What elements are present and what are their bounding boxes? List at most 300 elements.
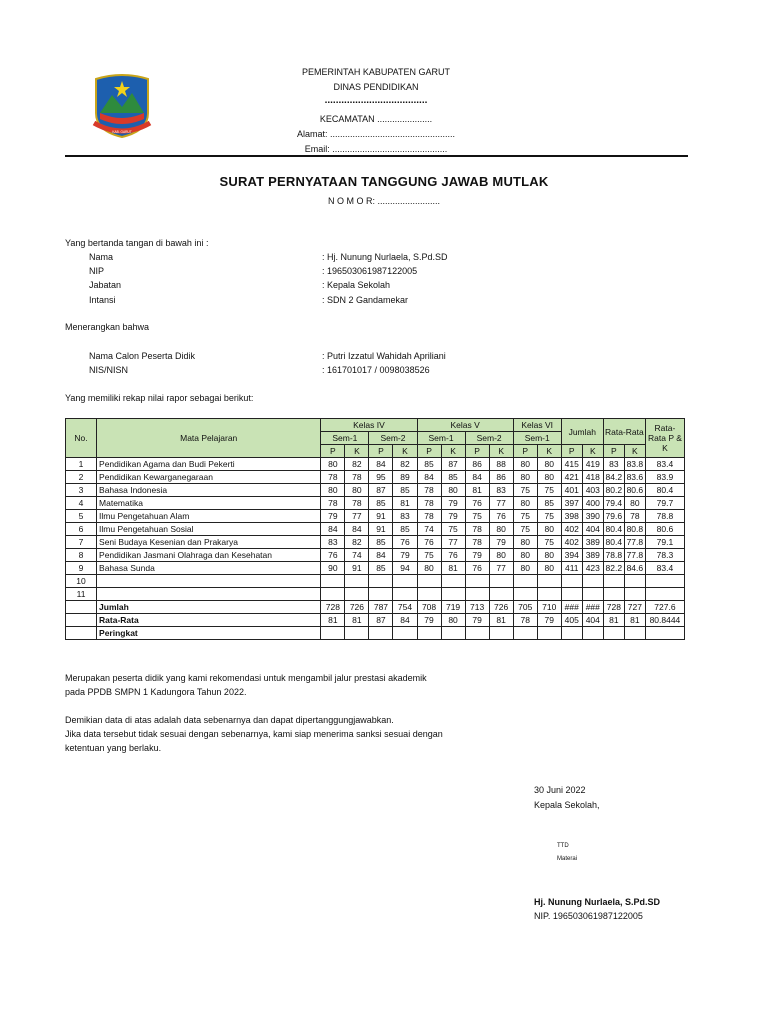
row-value-cell: 82.2 <box>603 562 624 575</box>
row-value-cell: 82 <box>345 458 369 471</box>
summary-value-cell: 81 <box>345 614 369 627</box>
recap-intro: Yang memiliki rekap nilai rapor sebagai berikut: <box>65 393 254 403</box>
row-value-cell: 77.8 <box>624 549 645 562</box>
row-value-cell: 80 <box>489 549 513 562</box>
row-value-cell: 389 <box>582 549 603 562</box>
row-value-cell: 401 <box>561 484 582 497</box>
row-value-cell: 80 <box>321 458 345 471</box>
table-row <box>66 497 685 510</box>
row-value-cell: 75 <box>441 523 465 536</box>
row-value-cell: 80.6 <box>624 484 645 497</box>
row-value-cell <box>345 588 369 601</box>
field-label-nip: NIP <box>89 266 105 276</box>
row-value-cell: 89 <box>393 471 417 484</box>
summary-value-cell: 708 <box>417 601 441 614</box>
summary-value-cell: 710 <box>537 601 561 614</box>
summary-value-cell <box>489 627 513 640</box>
row-value-cell: 80.8 <box>624 523 645 536</box>
header-p: P <box>513 445 537 458</box>
summary-value-cell <box>582 627 603 640</box>
row-value-cell: 80.4 <box>603 523 624 536</box>
row-value-cell: 79 <box>441 497 465 510</box>
header-rata-rata: Rata-Rata <box>603 419 645 445</box>
header-sem-2: Sem-2 <box>465 432 513 445</box>
row-value-cell: 85 <box>369 536 393 549</box>
field-value-nama: : Hj. Nunung Nurlaela, S.Pd.SD <box>322 252 448 262</box>
intro-text: Yang bertanda tangan di bawah ini : <box>65 238 209 248</box>
row-value-cell: 85 <box>393 484 417 497</box>
summary-value-cell: 727.6 <box>645 601 684 614</box>
row-value-cell: 80.4 <box>603 536 624 549</box>
row-value-cell: 78 <box>465 523 489 536</box>
row-value-cell: 80 <box>321 484 345 497</box>
closing-paragraph-2a: Demikian data di atas adalah data sebenarnya dan dapat dipertanggungjawabkan. <box>65 715 394 725</box>
row-value-cell: 79 <box>465 549 489 562</box>
row-number: 2 <box>66 471 97 484</box>
field-value-student-name: : Putri Izzatul Wahidah Apriliani <box>322 351 446 361</box>
row-number: 7 <box>66 536 97 549</box>
header-kelas-v: Kelas V <box>417 419 513 432</box>
summary-value-cell: 727 <box>624 601 645 614</box>
row-value-cell: 80 <box>537 523 561 536</box>
grades-table <box>65 418 685 640</box>
row-value-cell <box>489 575 513 588</box>
summary-value-cell <box>321 627 345 640</box>
row-value-cell: 78.8 <box>603 549 624 562</box>
header-government: PEMERINTAH KABUPATEN GARUT <box>301 67 451 77</box>
row-value-cell: 88 <box>489 458 513 471</box>
summary-value-cell: 719 <box>441 601 465 614</box>
row-value-cell: 83.6 <box>624 471 645 484</box>
header-p: P <box>603 445 624 458</box>
row-value-cell: 74 <box>417 523 441 536</box>
summary-value-cell: 728 <box>321 601 345 614</box>
summary-value-cell: 84 <box>393 614 417 627</box>
row-number: 3 <box>66 484 97 497</box>
summary-value-cell: 787 <box>369 601 393 614</box>
summary-value-cell: 713 <box>465 601 489 614</box>
row-value-cell: 85 <box>441 471 465 484</box>
row-value-cell: 75 <box>513 484 537 497</box>
field-label-intansi: Intansi <box>89 295 116 305</box>
summary-value-cell: 81 <box>603 614 624 627</box>
row-value-cell <box>393 588 417 601</box>
closing-paragraph-1b: pada PPDB SMPN 1 Kadungora Tahun 2022. <box>65 687 247 697</box>
row-value-cell: 84 <box>321 523 345 536</box>
row-value-cell: 80 <box>345 484 369 497</box>
row-value-cell: 84 <box>369 549 393 562</box>
row-value-cell: 75 <box>465 510 489 523</box>
row-value-cell <box>561 575 582 588</box>
summary-value-cell <box>513 627 537 640</box>
header-k: K <box>624 445 645 458</box>
row-value-cell <box>537 588 561 601</box>
row-value-cell: 77 <box>441 536 465 549</box>
header-p: P <box>561 445 582 458</box>
header-k: K <box>393 445 417 458</box>
summary-value-cell <box>369 627 393 640</box>
row-subject: Pendidikan Kewarganegaraan <box>97 471 321 484</box>
table-row <box>66 484 685 497</box>
row-number: 5 <box>66 510 97 523</box>
summary-value-cell: 705 <box>513 601 537 614</box>
row-value-cell: 78 <box>417 510 441 523</box>
row-value-cell: 79 <box>321 510 345 523</box>
row-value-cell: 77.8 <box>624 536 645 549</box>
row-value-cell: 83.8 <box>624 458 645 471</box>
row-value-cell: 80 <box>513 497 537 510</box>
row-value-cell: 83 <box>321 536 345 549</box>
summary-value-cell: 81 <box>489 614 513 627</box>
summary-spacer <box>66 627 97 640</box>
row-value-cell: 87 <box>369 484 393 497</box>
summary-row-peringkat <box>66 627 685 640</box>
header-sem-1: Sem-1 <box>417 432 465 445</box>
summary-value-cell: ### <box>561 601 582 614</box>
row-value-cell <box>321 575 345 588</box>
row-value-cell: 90 <box>321 562 345 575</box>
closing-paragraph-1a: Merupakan peserta didik yang kami rekomendasi untuk mengambil jalur prestasi akademik <box>65 673 427 683</box>
summary-label: Rata-Rata <box>97 614 321 627</box>
row-value-cell: 79 <box>441 510 465 523</box>
row-value-cell <box>513 588 537 601</box>
row-value-cell: 76 <box>393 536 417 549</box>
row-value-cell: 80 <box>513 549 537 562</box>
header-p: P <box>321 445 345 458</box>
field-label-jabatan: Jabatan <box>89 280 122 290</box>
row-value-cell: 77 <box>489 562 513 575</box>
row-value-cell: 79.7 <box>645 497 684 510</box>
row-value-cell: 91 <box>369 523 393 536</box>
row-value-cell: 76 <box>321 549 345 562</box>
row-value-cell: 80 <box>441 484 465 497</box>
row-value-cell: 79 <box>489 536 513 549</box>
field-value-intansi: : SDN 2 Gandamekar <box>322 295 409 305</box>
row-value-cell: 79.1 <box>645 536 684 549</box>
row-number: 10 <box>66 575 97 588</box>
row-value-cell: 75 <box>417 549 441 562</box>
row-value-cell: 423 <box>582 562 603 575</box>
row-value-cell: 80 <box>417 562 441 575</box>
field-value-nis: : 161701017 / 0098038526 <box>322 365 430 375</box>
row-value-cell <box>513 575 537 588</box>
row-value-cell: 402 <box>561 536 582 549</box>
table-row <box>66 575 685 588</box>
row-value-cell: 75 <box>513 510 537 523</box>
row-value-cell: 84.2 <box>603 471 624 484</box>
row-value-cell: 83.9 <box>645 471 684 484</box>
summary-value-cell: ### <box>582 601 603 614</box>
row-subject <box>97 575 321 588</box>
row-value-cell <box>645 575 684 588</box>
row-value-cell: 84 <box>345 523 369 536</box>
row-value-cell: 91 <box>345 562 369 575</box>
summary-value-cell <box>465 627 489 640</box>
row-number: 11 <box>66 588 97 601</box>
field-value-jabatan: : Kepala Sekolah <box>322 280 391 290</box>
row-subject: Pendidikan Agama dan Budi Pekerti <box>97 458 321 471</box>
summary-value-cell <box>624 627 645 640</box>
row-value-cell: 95 <box>369 471 393 484</box>
table-row <box>66 523 685 536</box>
row-value-cell: 390 <box>582 510 603 523</box>
summary-value-cell <box>417 627 441 640</box>
row-value-cell: 85 <box>417 458 441 471</box>
logo-ribbon-text: KAB. GARUT <box>112 130 132 134</box>
summary-value-cell: 404 <box>582 614 603 627</box>
row-value-cell: 421 <box>561 471 582 484</box>
header-k: K <box>537 445 561 458</box>
row-value-cell: 76 <box>441 549 465 562</box>
row-value-cell: 86 <box>465 458 489 471</box>
row-value-cell: 84 <box>369 458 393 471</box>
row-value-cell <box>441 588 465 601</box>
row-value-cell: 78 <box>345 471 369 484</box>
row-subject: Pendidikan Jasmani Olahraga dan Kesehatan <box>97 549 321 562</box>
row-value-cell <box>561 588 582 601</box>
summary-spacer <box>66 601 97 614</box>
row-value-cell: 83.4 <box>645 562 684 575</box>
row-subject <box>97 588 321 601</box>
row-value-cell: 84.6 <box>624 562 645 575</box>
row-value-cell: 86 <box>489 471 513 484</box>
row-value-cell: 80.4 <box>645 484 684 497</box>
header-p: P <box>417 445 441 458</box>
summary-row-jumlah <box>66 601 685 614</box>
row-value-cell: 411 <box>561 562 582 575</box>
row-value-cell <box>603 575 624 588</box>
table-row <box>66 536 685 549</box>
row-value-cell <box>369 588 393 601</box>
row-value-cell: 397 <box>561 497 582 510</box>
row-value-cell <box>345 575 369 588</box>
header-subject: Mata Pelajaran <box>97 419 321 458</box>
row-value-cell: 402 <box>561 523 582 536</box>
header-sem-1: Sem-1 <box>513 432 561 445</box>
row-value-cell: 80 <box>489 523 513 536</box>
field-label-nis: NIS/NISN <box>89 365 129 375</box>
row-value-cell <box>417 575 441 588</box>
row-value-cell: 78 <box>417 484 441 497</box>
row-value-cell: 76 <box>465 562 489 575</box>
summary-value-cell: 79 <box>417 614 441 627</box>
row-number: 9 <box>66 562 97 575</box>
row-value-cell: 80.2 <box>603 484 624 497</box>
row-value-cell: 398 <box>561 510 582 523</box>
summary-value-cell <box>345 627 369 640</box>
row-value-cell: 83 <box>489 484 513 497</box>
table-row <box>66 510 685 523</box>
row-value-cell: 84 <box>417 471 441 484</box>
signature-ttd: TTD <box>557 843 569 849</box>
summary-value-cell: 728 <box>603 601 624 614</box>
header-kelas-iv: Kelas IV <box>321 419 417 432</box>
row-value-cell: 76 <box>417 536 441 549</box>
summary-value-cell <box>393 627 417 640</box>
row-value-cell: 80 <box>537 549 561 562</box>
row-value-cell: 82 <box>393 458 417 471</box>
header-kelas-vi: Kelas VI <box>513 419 561 432</box>
header-agency: DINAS PENDIDIKAN <box>333 82 419 92</box>
row-value-cell: 80 <box>513 536 537 549</box>
header-kecamatan: KECAMATAN ...................... <box>319 114 433 124</box>
row-value-cell: 75 <box>537 536 561 549</box>
header-jumlah: Jumlah <box>561 419 603 445</box>
row-value-cell: 404 <box>582 523 603 536</box>
row-value-cell: 79 <box>393 549 417 562</box>
header-alamat: Alamat: .................................................. <box>296 129 456 139</box>
row-value-cell <box>489 588 513 601</box>
row-value-cell: 80 <box>513 458 537 471</box>
header-sem-1: Sem-1 <box>321 432 369 445</box>
summary-value-cell: 81 <box>624 614 645 627</box>
row-value-cell: 91 <box>369 510 393 523</box>
closing-paragraph-2b: Jika data tersebut tidak sesuai dengan sebenarnya, kami siap menerima sanksi sesuai dengan <box>65 729 443 739</box>
district-emblem-logo <box>92 73 152 139</box>
summary-value-cell: 726 <box>345 601 369 614</box>
summary-value-cell: 80.8444 <box>645 614 684 627</box>
closing-paragraph-2c: ketentuan yang berlaku. <box>65 743 162 753</box>
header-no: No. <box>66 419 97 458</box>
row-value-cell: 85 <box>369 562 393 575</box>
row-value-cell: 85 <box>393 523 417 536</box>
row-number: 4 <box>66 497 97 510</box>
row-value-cell: 78 <box>624 510 645 523</box>
summary-value-cell: 405 <box>561 614 582 627</box>
signature-materai: Materai <box>557 856 578 862</box>
header-k: K <box>489 445 513 458</box>
summary-value-cell <box>561 627 582 640</box>
row-value-cell <box>582 575 603 588</box>
row-value-cell: 87 <box>441 458 465 471</box>
row-value-cell: 76 <box>465 497 489 510</box>
row-value-cell: 83.4 <box>645 458 684 471</box>
explains-text: Menerangkan bahwa <box>65 322 150 332</box>
field-label-nama: Nama <box>89 252 114 262</box>
row-value-cell: 75 <box>537 510 561 523</box>
row-number: 6 <box>66 523 97 536</box>
row-value-cell: 79.6 <box>603 510 624 523</box>
header-rata-pk: Rata-Rata P & K <box>645 419 684 458</box>
row-value-cell <box>537 575 561 588</box>
row-value-cell: 75 <box>537 484 561 497</box>
row-value-cell: 85 <box>369 497 393 510</box>
row-value-cell: 75 <box>513 523 537 536</box>
row-value-cell: 79.4 <box>603 497 624 510</box>
row-value-cell: 81 <box>393 497 417 510</box>
row-value-cell: 419 <box>582 458 603 471</box>
row-value-cell: 78 <box>417 497 441 510</box>
row-number: 1 <box>66 458 97 471</box>
summary-value-cell: 87 <box>369 614 393 627</box>
summary-value-cell: 81 <box>321 614 345 627</box>
row-value-cell: 77 <box>489 497 513 510</box>
row-value-cell <box>582 588 603 601</box>
row-value-cell: 80 <box>513 562 537 575</box>
row-subject: Ilmu Pengetahuan Sosial <box>97 523 321 536</box>
row-value-cell: 78 <box>321 471 345 484</box>
row-value-cell: 74 <box>345 549 369 562</box>
row-value-cell: 80 <box>513 471 537 484</box>
header-school-placeholder: ..................................... <box>324 95 428 106</box>
row-value-cell: 84 <box>465 471 489 484</box>
header-k: K <box>345 445 369 458</box>
header-sem-2: Sem-2 <box>369 432 417 445</box>
row-value-cell <box>417 588 441 601</box>
row-value-cell <box>321 588 345 601</box>
row-value-cell: 81 <box>441 562 465 575</box>
header-divider <box>65 155 688 157</box>
row-value-cell <box>465 575 489 588</box>
row-value-cell: 94 <box>393 562 417 575</box>
row-subject: Ilmu Pengetahuan Alam <box>97 510 321 523</box>
row-subject: Matematika <box>97 497 321 510</box>
summary-value-cell: 79 <box>465 614 489 627</box>
header-k: K <box>441 445 465 458</box>
row-value-cell <box>465 588 489 601</box>
row-value-cell: 80 <box>537 458 561 471</box>
row-value-cell: 85 <box>537 497 561 510</box>
row-value-cell <box>441 575 465 588</box>
row-value-cell: 76 <box>489 510 513 523</box>
summary-value-cell <box>603 627 624 640</box>
field-label-student-name: Nama Calon Peserta Didik <box>89 351 196 361</box>
row-value-cell <box>603 588 624 601</box>
row-value-cell <box>369 575 393 588</box>
row-value-cell: 78.3 <box>645 549 684 562</box>
row-value-cell: 78.8 <box>645 510 684 523</box>
row-value-cell <box>645 588 684 601</box>
table-row <box>66 458 685 471</box>
row-value-cell: 394 <box>561 549 582 562</box>
row-value-cell: 400 <box>582 497 603 510</box>
row-value-cell: 78 <box>345 497 369 510</box>
row-subject: Seni Budaya Kesenian dan Prakarya <box>97 536 321 549</box>
signature-date: 30 Juni 2022 <box>534 785 586 795</box>
summary-spacer <box>66 614 97 627</box>
field-value-nip: : 196503061987122005 <box>322 266 418 276</box>
header-p: P <box>465 445 489 458</box>
row-value-cell: 415 <box>561 458 582 471</box>
summary-value-cell: 80 <box>441 614 465 627</box>
row-value-cell: 80 <box>537 562 561 575</box>
row-value-cell: 389 <box>582 536 603 549</box>
summary-value-cell: 726 <box>489 601 513 614</box>
table-row <box>66 588 685 601</box>
table-row <box>66 549 685 562</box>
row-value-cell: 80.6 <box>645 523 684 536</box>
table-row <box>66 562 685 575</box>
header-k: K <box>582 445 603 458</box>
signature-nip: NIP. 196503061987122005 <box>534 911 643 921</box>
document-title: SURAT PERNYATAAN TANGGUNG JAWAB MUTLAK <box>219 174 549 189</box>
summary-value-cell: 79 <box>537 614 561 627</box>
row-value-cell <box>624 588 645 601</box>
row-value-cell <box>624 575 645 588</box>
row-value-cell: 80 <box>537 471 561 484</box>
summary-value-cell <box>645 627 684 640</box>
row-value-cell: 78 <box>321 497 345 510</box>
header-p: P <box>369 445 393 458</box>
summary-value-cell: 78 <box>513 614 537 627</box>
row-value-cell: 418 <box>582 471 603 484</box>
summary-label: Peringkat <box>97 627 321 640</box>
summary-value-cell <box>441 627 465 640</box>
row-value-cell: 77 <box>345 510 369 523</box>
row-value-cell: 403 <box>582 484 603 497</box>
summary-label: Jumlah <box>97 601 321 614</box>
row-value-cell: 80 <box>624 497 645 510</box>
